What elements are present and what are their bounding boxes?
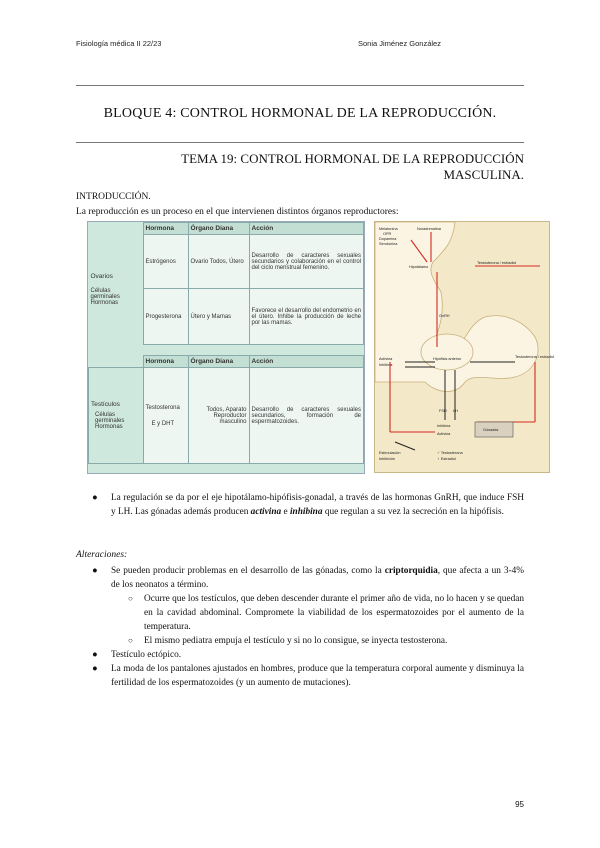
th-hormona: Hormona — [143, 223, 188, 235]
divider-bottom — [76, 142, 524, 143]
female-action-1: Desarrollo de caracteres sexuales secundarios y colaboración en el control del ciclo menstrual femenino. — [249, 235, 364, 289]
dlabel-activina-bottom: Activina — [437, 432, 451, 436]
circle-bullet-icon: ○ — [128, 636, 133, 645]
female-target-2: Útero y Mamas — [188, 289, 249, 345]
list-item — [92, 564, 524, 592]
dlabel-test-estr-right: Testosterona / estradiol — [515, 355, 555, 359]
dlabel-legend-estr: ♀ Estradiol — [437, 457, 456, 461]
hpg-axis-svg — [375, 222, 555, 472]
bullet-bold-activina: activina — [250, 507, 282, 517]
bullet-icon: ● — [92, 650, 98, 660]
dlabel-fsh: FSH — [439, 409, 447, 413]
male-organ-cell — [89, 368, 144, 464]
male-hormone-cell — [143, 368, 188, 464]
male-organ: Testículos — [91, 401, 120, 408]
divider-top — [76, 85, 524, 86]
female-target-1: Ovario Todos, Útero — [188, 235, 249, 289]
dlabel-activina-left: Activina — [379, 357, 393, 361]
th-organo-2: Órgano Diana — [188, 356, 249, 368]
dlabel-hipotalamo: Hipotálamo — [409, 265, 429, 269]
item3-text: La moda de los pantalones ajustados en hombres, produce que la temperatura corporal aumente y disminuya la fertilidad de los espermatozoides (y un aumento de mutaciones). — [111, 664, 524, 688]
list-item — [92, 592, 524, 634]
tema-title — [124, 151, 524, 183]
alteraciones-list — [92, 564, 524, 690]
male-cells: Células germinales Hormonas — [95, 412, 125, 430]
dlabel-estimulacion: Estimulación — [379, 451, 401, 455]
dlabel-top4: Serotonina — [379, 242, 398, 246]
bullet-text-pre: La regulación se da por el eje hipotálamo-hipófisis-gonadal, a través de las hormonas GnRH, que induce FSH y LH. Las gónadas además producen — [111, 493, 524, 517]
sub2-text: El mismo pediatra empuja el testículo y si no lo consigue, se inyecta testosterona. — [144, 636, 448, 646]
male-target: Todos, Aparato Reproductor masculino — [188, 368, 249, 464]
dlabel-inhibina-left: Inhibina — [379, 363, 393, 367]
item2-text: Testículo ectópico. — [111, 650, 182, 660]
main-bullet-list — [92, 491, 524, 519]
th-accion-2: Acción — [249, 356, 364, 368]
female-hormone-1: Estrógenos — [143, 235, 188, 289]
intro-sentence: La reproducción es un proceso en el que intervienen distintos órganos reproductores: — [76, 207, 399, 217]
male-hormone: Testosterona — [145, 404, 180, 411]
th-accion: Acción — [249, 223, 364, 235]
list-item — [92, 662, 524, 690]
bullet-icon: ● — [92, 566, 98, 576]
tema-title-line2: MASCULINA. — [443, 167, 524, 182]
th-organo: Órgano Diana — [188, 223, 249, 235]
dlabel-gnrh: GnRH — [439, 314, 450, 318]
header-left: Fisiología médica II 22/23 — [76, 39, 162, 48]
dlabel-top2: OPR — [383, 232, 392, 236]
bullet-bold-inhibina: inhibina — [289, 507, 323, 517]
bullet-icon: ● — [92, 664, 98, 674]
bullet-icon: ● — [92, 493, 98, 503]
sub1-text: Ocurre que los testículos, que deben descender durante el primer año de vida, no lo hacen y se quedan en la cavidad abdominal. Compromete la viabilidad de los espermatozoides por el aumento de la temperatura. — [144, 594, 524, 632]
alteraciones-heading: Alteraciones: — [76, 550, 128, 560]
header-right: Sonia Jiménez González — [358, 39, 441, 48]
th-hormona-2: Hormona — [143, 356, 188, 368]
dlabel-noradrenalina: Noradrenalina — [417, 227, 441, 231]
female-organ: Ovarios — [90, 273, 113, 280]
list-item — [92, 634, 524, 648]
dlabel-hipofisis: Hipófisis anterior — [433, 357, 462, 361]
dlabel-gonadas: Gónadas — [483, 428, 499, 432]
dlabel-top3: Dopamina — [379, 237, 397, 241]
male-action: Desarrollo de caracteres sexuales secundarios, formación de espermatozoides. — [249, 368, 364, 464]
list-item — [92, 491, 524, 519]
female-action-2: Favorece el desarrollo del endometrio en el útero. Inhibe la producción de leche por las mamas. — [249, 289, 364, 345]
item1-pre: Se pueden producir problemas en el desarrollo de las gónadas, como la — [111, 566, 385, 576]
hipofisis-shape — [421, 334, 473, 370]
dlabel-top1: Melatonina — [379, 227, 398, 231]
block-title: BLOQUE 4: CONTROL HORMONAL DE LA REPRODUCCIÓN. — [103, 106, 497, 121]
bullet-text-post: que regulan a su vez la secreción en la hipófisis. — [322, 507, 504, 517]
hpg-axis-diagram — [374, 221, 555, 473]
intro-heading: INTRODUCCIÓN. — [76, 192, 151, 202]
dlabel-inhibicion: Inhibición — [379, 457, 396, 461]
female-cells: Células germinales Hormonas — [90, 288, 120, 306]
female-organ-cell — [89, 235, 144, 345]
dlabel-lh: LH — [453, 409, 458, 413]
list-item — [92, 648, 524, 662]
male-hormone-2: E y DHT — [151, 420, 175, 427]
item1-bold: criptorquidia — [384, 566, 438, 576]
page-number: 95 — [515, 800, 524, 809]
hormone-table — [87, 221, 365, 474]
dlabel-inhibina-bottom: Inhibina — [437, 424, 451, 428]
circle-bullet-icon: ○ — [128, 594, 133, 603]
dlabel-test-estr-top: Testosterona / estradiol — [477, 261, 517, 265]
item1-post: , que afecta a un 3-4% de los neonatos a término. — [111, 566, 524, 590]
female-hormone-2: Progesterona — [143, 289, 188, 345]
dlabel-legend-test: ♂ Testosterona — [437, 451, 463, 455]
tema-title-line1: TEMA 19: CONTROL HORMONAL DE LA REPRODUCCIÓN — [181, 151, 524, 166]
bullet-text-mid: e — [281, 507, 290, 517]
